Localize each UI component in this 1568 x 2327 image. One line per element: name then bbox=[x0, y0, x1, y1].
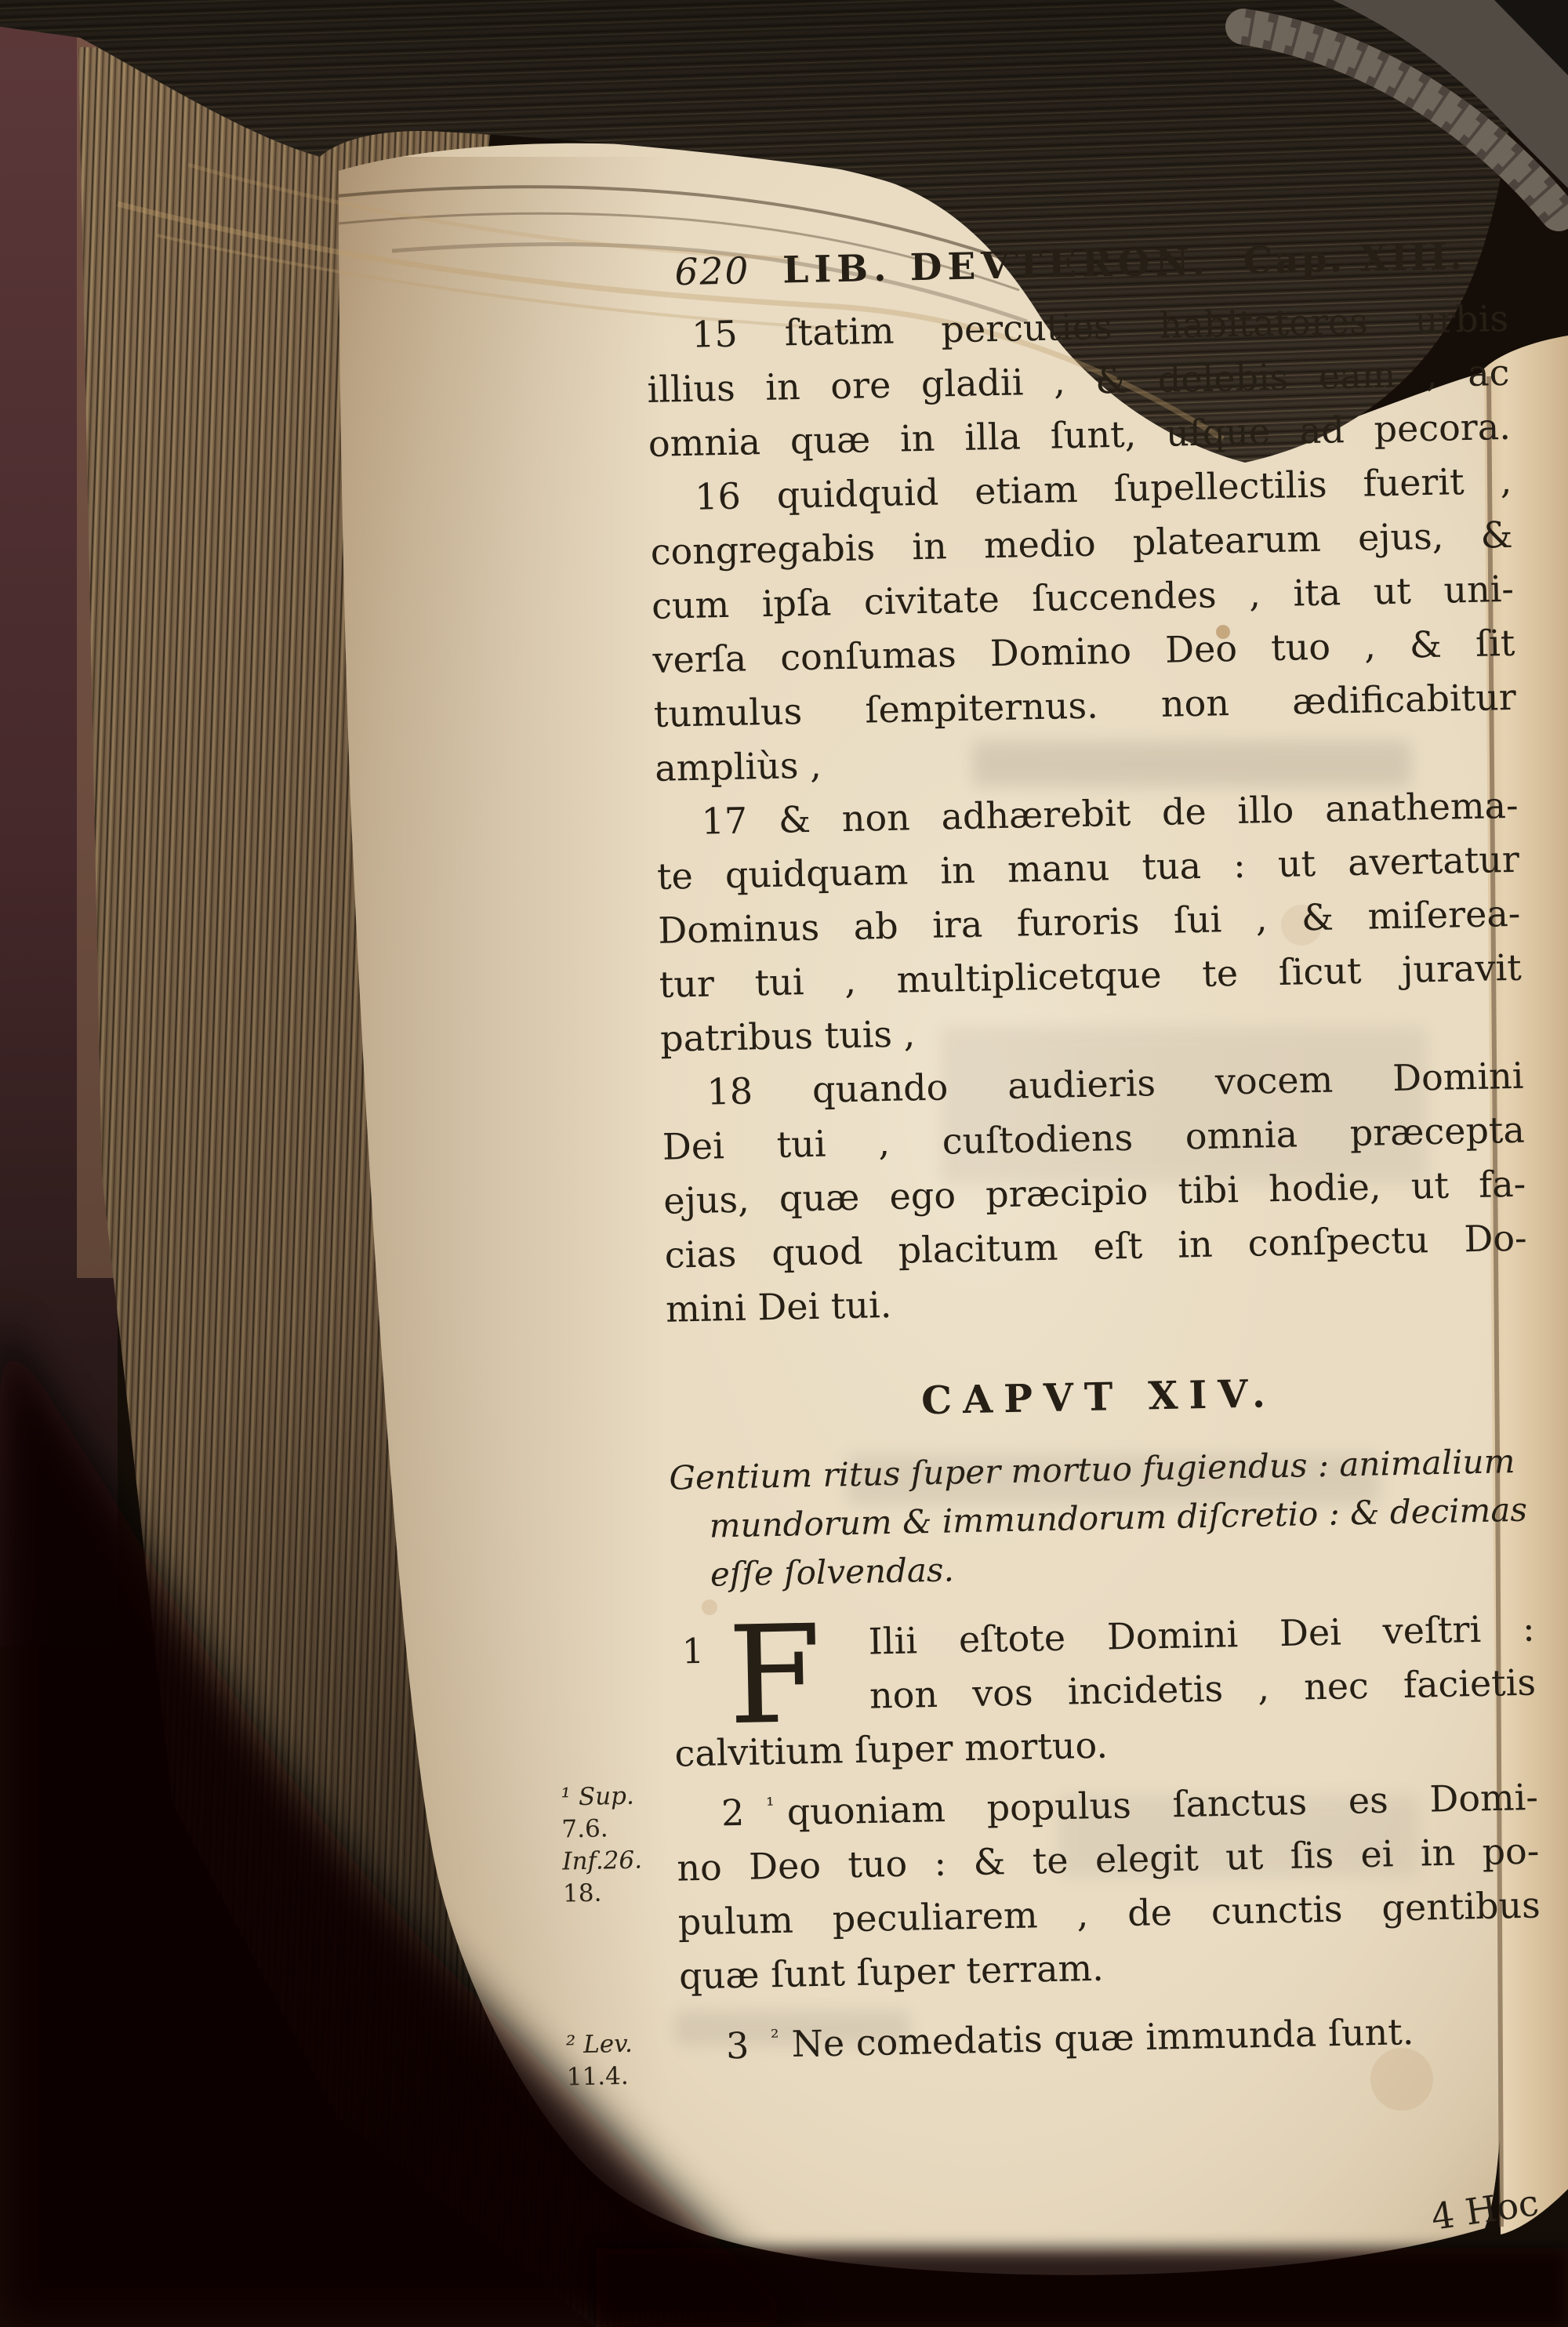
verse-line: verſa conſumas Domino Deo tuo , & ſit bbox=[652, 621, 1515, 681]
verse-line: cum ipſa civitate ſuccendes , ita ut uni- bbox=[651, 567, 1515, 627]
chapter-heading: CAPVT XIV. bbox=[920, 1370, 1277, 1424]
verse-line: tumulus ſempiternus. non ædificabitur bbox=[653, 675, 1517, 735]
argument-line: mundorum & immundorum diſcretio : & decimas bbox=[709, 1490, 1528, 1545]
verse-17 bbox=[655, 779, 1523, 1066]
verse-line: calvitium ſuper mortuo. bbox=[673, 1723, 1109, 1775]
verse-line: 18 quando audieris vocem Domini bbox=[706, 1054, 1524, 1113]
verse-line: 17 & non adhærebit de illo anathema- bbox=[701, 783, 1519, 843]
verse-15 bbox=[646, 292, 1512, 471]
verse-18 bbox=[661, 1049, 1529, 1337]
catchword: 4 Hoc bbox=[1428, 2180, 1541, 2238]
verse-line: pulum peculiarem , de cunctis gentibus bbox=[677, 1883, 1541, 1944]
verse-line: Ilii eſtote Domini Dei veſtri : bbox=[868, 1606, 1536, 1663]
verse-line: non vos incidetis , nec facietis bbox=[869, 1661, 1537, 1717]
verse-line: patribus tuis , bbox=[659, 1012, 916, 1060]
verse-line: ejus, quæ ego præcipio tibi hodie, ut fa- bbox=[662, 1162, 1526, 1222]
verse-line: omnia quæ in illa ſunt, uſque ad pecora. bbox=[648, 405, 1512, 465]
chapter-argument bbox=[669, 1437, 1534, 1600]
margin-note-line: 18. bbox=[562, 1879, 602, 1908]
verse-3 bbox=[680, 1996, 1543, 2074]
margin-note-lev bbox=[566, 2028, 674, 2094]
verse-line: te quidquam in manu tua : ut avertatur bbox=[656, 837, 1520, 898]
verse-number: 1 bbox=[681, 1631, 705, 1672]
verse-number: 2 bbox=[720, 1792, 745, 1835]
margin-note-line: 11.4. bbox=[566, 2061, 630, 2092]
margin-note-sup bbox=[561, 1780, 670, 1911]
margin-note-line: 7.6. bbox=[561, 1814, 608, 1844]
running-head-chapter: Cap. XIII. bbox=[1243, 235, 1465, 283]
verse-line: illius in ore gladii , & delebis eam , ac bbox=[647, 350, 1510, 411]
reference-mark: ¹ bbox=[765, 1794, 775, 1818]
reference-mark: ² bbox=[770, 2026, 779, 2050]
verse-16 bbox=[649, 454, 1518, 796]
running-head bbox=[644, 232, 1508, 298]
verse-line: quæ ſunt ſuper terram. bbox=[678, 1947, 1105, 1998]
text-column bbox=[561, 232, 1547, 2245]
verse-line: no Deo tuo : & te elegit ut ſis ei in po- bbox=[676, 1829, 1540, 1890]
verse-2 bbox=[675, 1764, 1541, 2004]
verse-number: 3 bbox=[725, 2024, 750, 2067]
verse-line: Dominus ab ira furoris ſui , & miſerea- bbox=[657, 891, 1521, 952]
verse-line: ampliùs , bbox=[654, 743, 822, 790]
verse-line: congregabis in medio platearum ejus, & bbox=[650, 513, 1514, 573]
verse-line bbox=[680, 1996, 1543, 2074]
page-number: 620 bbox=[674, 249, 750, 295]
drop-cap-initial: F bbox=[726, 1595, 823, 1755]
argument-line: eſſe ſolvendas. bbox=[710, 1550, 955, 1594]
verse-line: 15 ſtatim percuties habitatores urbis bbox=[691, 296, 1509, 356]
margin-note-line: Inf.26. bbox=[561, 1846, 643, 1876]
argument-line: Gentium ritus ſuper mortuo fugiendus : animalium bbox=[668, 1442, 1515, 1497]
margin-note-line: ² Lev. bbox=[565, 2029, 633, 2060]
verse-line: Dei tui , cuſtodiens omnia præcepta bbox=[662, 1108, 1526, 1168]
verse-text: Ne comedatis quæ immunda ſunt. bbox=[791, 2010, 1414, 2066]
verse-line: cias quod placitum eſt in conſpectu Do- bbox=[664, 1216, 1528, 1276]
running-head-title: LIB. DEVTERON. bbox=[782, 240, 1211, 292]
verse-line: mini Dei tui. bbox=[665, 1283, 892, 1330]
verse-line: 16 quidquid etiam ſupellectilis fuerit , bbox=[694, 459, 1512, 518]
verse-1 bbox=[672, 1595, 1537, 1781]
margin-note-line: ¹ Sup. bbox=[561, 1781, 635, 1812]
verse-text: quoniam populus ſanctus es Domi- bbox=[786, 1775, 1539, 1834]
verse-line: tur tui , multiplicetque te ſicut juravit bbox=[659, 946, 1523, 1006]
